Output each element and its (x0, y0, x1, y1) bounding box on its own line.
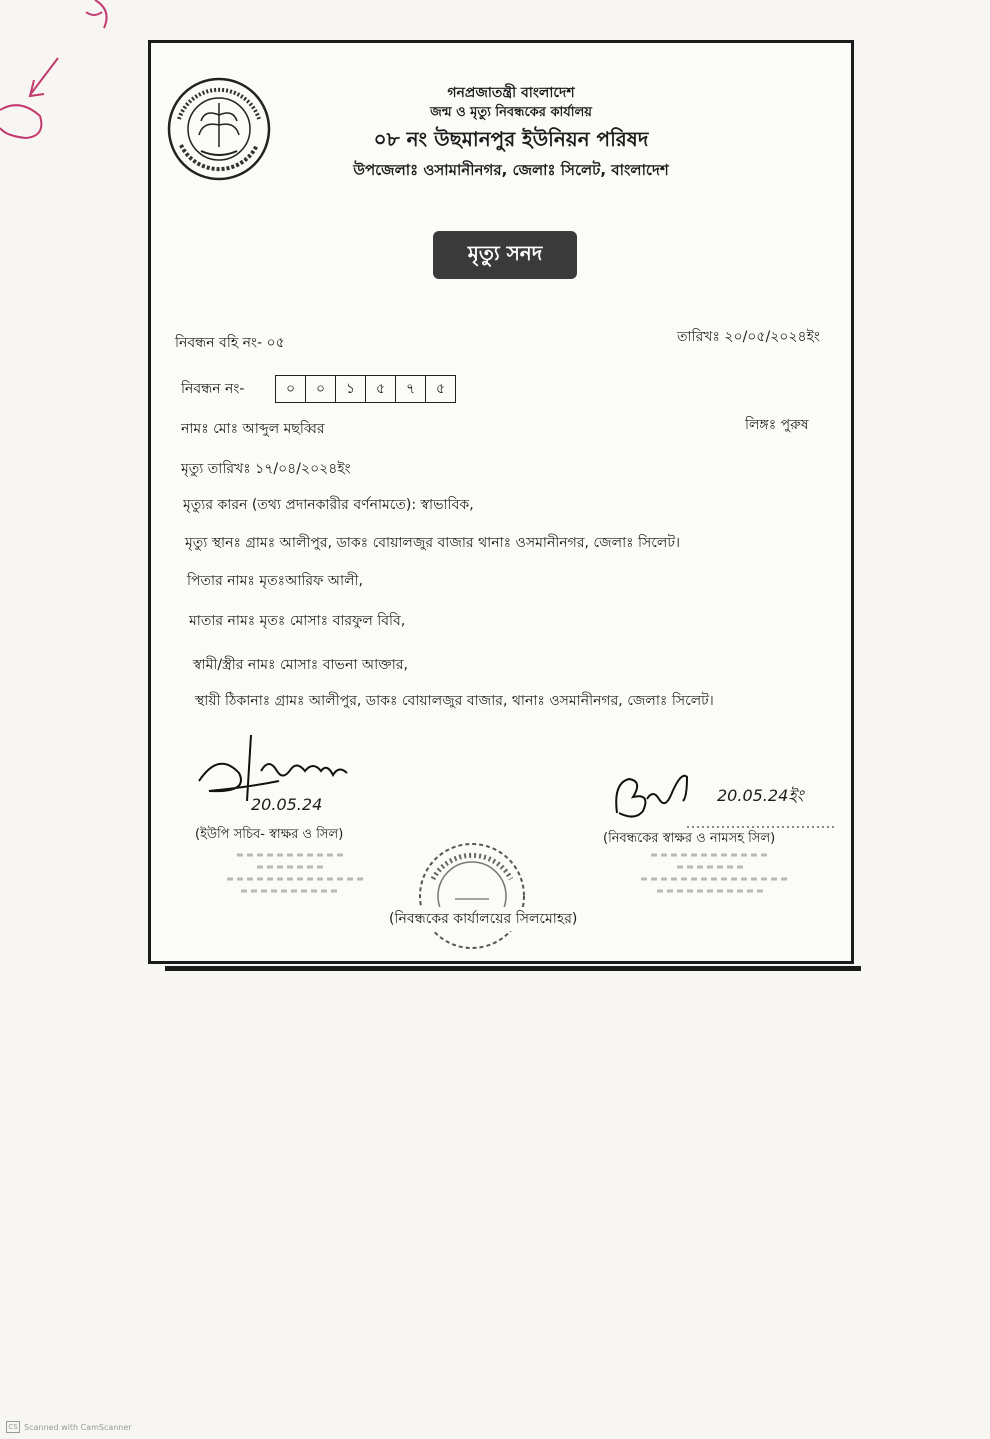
secretary-stamp (207, 849, 377, 906)
registration-number-boxes (275, 375, 456, 403)
registrar-caption: (নিবন্ধকের স্বাক্ষর ও নামসহ সিল) (603, 831, 776, 846)
reg-digit: ৫ (435, 381, 446, 397)
scanner-text: Scanned with CamScanner (24, 1422, 132, 1432)
book-number: নিবন্ধন বহি নং- ০৫ (175, 335, 285, 351)
reg-digit: ০ (306, 376, 336, 402)
issue-date: তারিখঃ ২০/০৫/২০২৪ইং (677, 329, 820, 345)
certificate-title: মৃত্যু সনদ (433, 231, 577, 279)
office-seal-caption: (নিবন্ধকের কার্যালয়ের সিলমোহর) (389, 907, 577, 931)
father-name: পিতার নামঃ মৃতঃআরিফ আলী, (187, 573, 364, 589)
reg-digit: ০ (276, 376, 306, 402)
deceased-name: নামঃ মোঃ আব্দুল মছব্বির (181, 421, 325, 437)
faded-stamp-lines (217, 849, 367, 901)
header-office: জন্ম ও মৃত্যু নিবন্ধকের কার্যালয় (430, 105, 592, 120)
death-date: মৃত্যু তারিখঃ ১৭/০৪/২০২৪ইং (181, 461, 351, 477)
registrar-sign-date: 20.05.24ইং (717, 786, 804, 805)
registrar-stamp (617, 849, 807, 908)
secretary-sign-date: 20.05.24 (251, 795, 323, 814)
faded-stamp-lines (627, 849, 797, 903)
mother-name: মাতার নামঃ মৃতঃ মোসাঃ বারফুল বিবি, (189, 613, 406, 629)
header-address: উপজেলাঃ ওসামানীনগর, জেলাঃ সিলেট, বাংলাদেশ (353, 161, 669, 179)
header-union: ০৮ নং উছমানপুর ইউনিয়ন পরিষদ (373, 127, 649, 151)
reg-digit: ১ (336, 376, 366, 402)
secretary-caption: (ইউপি সচিব- স্বাক্ষর ও সিল) (195, 827, 344, 842)
spouse-name: স্বামী/স্ত্রীর নামঃ মোসাঃ বাভনা আক্তার, (193, 657, 408, 673)
camscanner-logo-icon: CS (6, 1421, 20, 1433)
government-seal-icon (165, 75, 273, 183)
death-cause: মৃত্যুর কারন (তথ্য প্রদানকারীর বর্ণনামতে): স্বাভাবিক, (183, 497, 474, 513)
office-seal-icon (415, 839, 529, 953)
header-country: গনপ্রজাতন্ত্রী বাংলাদেশ (447, 85, 575, 101)
scanner-watermark (6, 1421, 132, 1433)
reg-digit: ৫ (366, 376, 396, 402)
reg-digit: ৭ (396, 376, 426, 402)
registration-label: নিবন্ধন নং- (181, 381, 245, 397)
death-place: মৃত্যু স্থানঃ গ্রামঃ আলীপুর, ডাকঃ বোয়ালজুর বাজার থানাঃ ওসমানীনগর, জেলাঃ সিলেট। (185, 535, 680, 551)
permanent-address: স্থায়ী ঠিকানাঃ গ্রামঃ আলীপুর, ডাকঃ বোয়ালজুর বাজার, থানাঃ ওসমানীনগর, জেলাঃ সিলেট। (195, 693, 714, 709)
corner-scribble (0, 0, 130, 160)
gender: লিঙ্গঃ পুরুষ (745, 417, 809, 433)
death-certificate (148, 40, 854, 964)
